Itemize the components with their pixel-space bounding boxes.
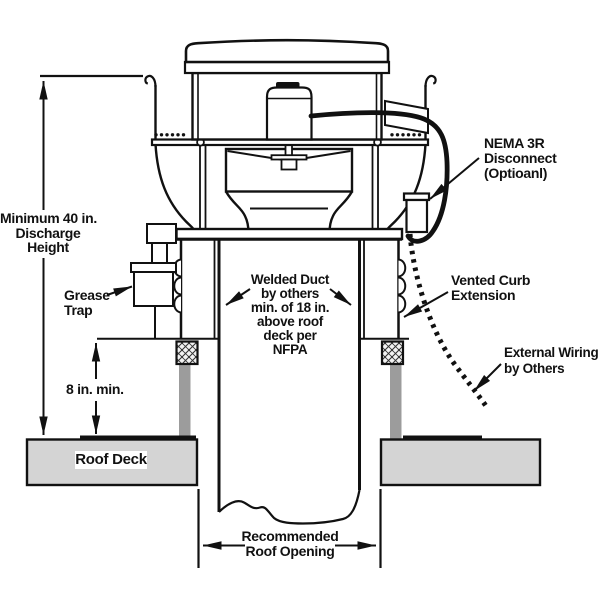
label-line: Grease [64,287,110,303]
label-line: Extension [451,286,516,303]
base-band [177,229,403,239]
label-line: Recommended [241,528,339,544]
leader-external-wiring [474,364,501,391]
grease-lid [131,263,176,272]
label-line: Trap [64,301,93,318]
label-line: External Wiring [504,345,599,360]
motor-cap [276,82,300,89]
label-line: by Others [504,361,565,376]
wood-nailer-left [177,342,198,365]
curb-strip-right [390,363,402,440]
label-line: Roof Opening [245,542,335,559]
grease-trap [131,224,176,338]
wood-nailer-right [382,342,403,365]
dome-base-ring [185,62,389,73]
label-vented-curb [451,273,530,302]
label-welded-duct [227,273,353,357]
label-line: NEMA 3R [484,135,545,151]
label-nema-disconnect [484,136,556,181]
fan-assembly [145,40,435,239]
label-line: by others [260,286,320,301]
leader-vented-curb [404,292,448,317]
label-line: Minimum 40 in. [0,210,97,226]
motor [267,88,312,140]
curb-strip-left [179,363,191,440]
duct-torn-edge [219,490,360,524]
label-roof-deck [75,451,147,469]
label-line: Discharge [15,224,81,241]
label-line: Disconnect [484,150,557,166]
label-external-wiring [504,345,598,377]
label-line: min. of 18 in. [250,300,330,315]
label-line: 8 in. min. [66,381,124,397]
grease-spout [147,224,176,243]
roof-deck-slab-right [381,440,540,486]
label-line: Height [27,239,69,255]
windband-skirt-left [156,144,195,231]
label-roof-opening [229,529,351,558]
venturi-curve-left [226,192,249,234]
label-line: above roof [256,314,323,329]
label-8in-min [66,382,124,397]
fan-dome [186,40,388,62]
grease-cup [134,272,173,306]
windband-hook-right [426,76,436,87]
label-line: (Optioanl) [484,165,548,181]
external-wiring-dashed [410,234,486,406]
label-line: NFPA [272,342,308,357]
nema-disconnect-box [407,200,428,232]
leader-nema [430,158,479,199]
windband-hook-left [145,76,155,87]
grease-neck [152,243,167,264]
label-line: Roof Deck [75,451,147,468]
venturi-curve-right [330,192,353,234]
label-grease-trap [64,288,110,317]
label-line: deck per [263,328,317,343]
label-discharge-height [0,211,96,255]
curb-side-strips [179,363,402,440]
label-line: Welded Duct [250,272,330,287]
hub [282,160,297,170]
label-line: Vented Curb [451,272,531,288]
leader-grease-trap [107,287,132,296]
